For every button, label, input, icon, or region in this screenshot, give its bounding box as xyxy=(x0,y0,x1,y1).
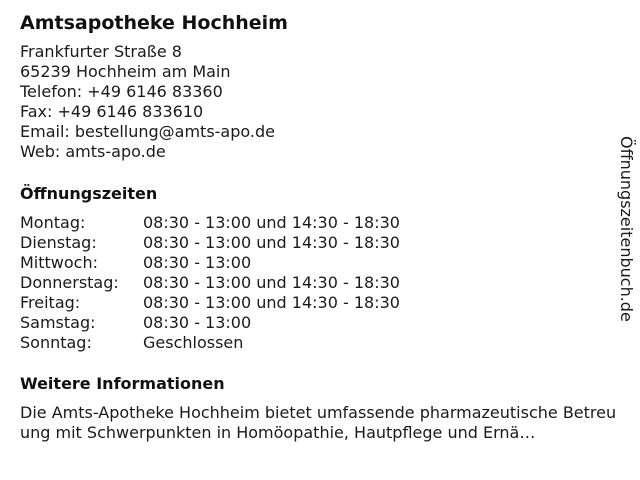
weekday-label: Freitag: xyxy=(20,293,81,312)
city-postal-code: 65239 Hochheim am Main xyxy=(20,62,231,81)
opening-hours-heading: Öffnungszeiten xyxy=(20,184,158,203)
hours-row-friday xyxy=(20,293,620,313)
hours-row-saturday xyxy=(20,313,620,333)
opening-hours-table xyxy=(20,213,620,353)
hours-row-thursday xyxy=(20,273,620,293)
weekday-label: Samstag: xyxy=(20,313,96,332)
weekday-label: Montag: xyxy=(20,213,86,232)
weekday-label: Dienstag: xyxy=(20,233,97,252)
opening-time: Geschlossen xyxy=(143,333,244,352)
street-address: Frankfurter Straße 8 xyxy=(20,42,182,61)
pharmacy-name: Amtsapotheke Hochheim xyxy=(20,12,288,34)
website: Web: amts-apo.de xyxy=(20,142,166,161)
pharmacy-card xyxy=(20,10,620,442)
weekday-label: Mittwoch: xyxy=(20,253,98,272)
weekday-label: Sonntag: xyxy=(20,333,92,352)
weekday-label: Donnerstag: xyxy=(20,273,119,292)
opening-time: 08:30 - 13:00 xyxy=(143,253,252,272)
opening-time: 08:30 - 13:00 und 14:30 - 18:30 xyxy=(143,273,400,292)
hours-row-monday xyxy=(20,213,620,233)
site-watermark-label: Öffnungszeitenbuch.de xyxy=(617,136,636,322)
hours-row-sunday xyxy=(20,333,620,353)
hours-row-tuesday xyxy=(20,233,620,253)
opening-time: 08:30 - 13:00 und 14:30 - 18:30 xyxy=(143,293,400,312)
more-info-text: Die Amts-Apotheke Hochheim bietet umfassende pharmazeutische Betreuung mit Schwerpunkten in Homöopathie, Hautpflege und Ernä… xyxy=(20,403,617,442)
opening-time: 08:30 - 13:00 xyxy=(143,313,252,332)
address-block xyxy=(20,42,620,162)
opening-time: 08:30 - 13:00 und 14:30 - 18:30 xyxy=(143,233,400,252)
hours-row-wednesday xyxy=(20,253,620,273)
phone-number: Telefon: +49 6146 83360 xyxy=(20,82,223,101)
email-address: Email: bestellung@amts-apo.de xyxy=(20,122,275,141)
more-info-heading: Weitere Informationen xyxy=(20,374,225,393)
fax-number: Fax: +49 6146 833610 xyxy=(20,102,204,121)
opening-time: 08:30 - 13:00 und 14:30 - 18:30 xyxy=(143,213,400,232)
